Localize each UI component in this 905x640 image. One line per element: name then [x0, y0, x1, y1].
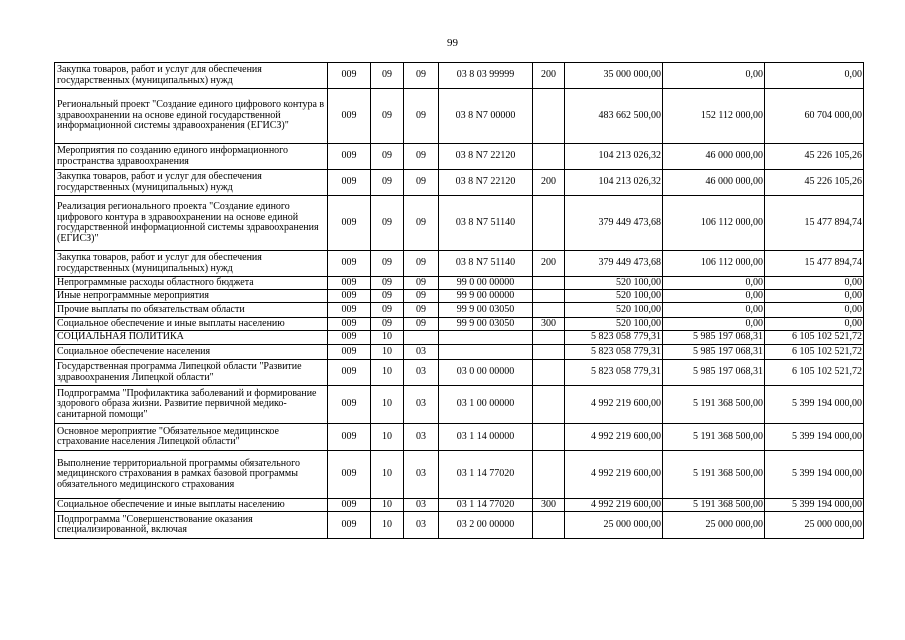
row-name: Закупка товаров, работ и услуг для обеспечения государственных (муниципальных) нужд [55, 63, 328, 89]
ved-code: 009 [328, 89, 371, 144]
expense-type [533, 331, 565, 345]
table-row [55, 386, 864, 424]
subsection-code: 09 [404, 89, 439, 144]
budget-table [54, 62, 864, 539]
amount-2020: 0,00 [663, 63, 765, 89]
subsection-code: 03 [404, 424, 439, 451]
subsection-code: 09 [404, 170, 439, 196]
amount-2020: 0,00 [663, 303, 765, 318]
ved-code: 009 [328, 331, 371, 345]
amount-2021: 6 105 102 521,72 [765, 331, 864, 345]
row-name: Закупка товаров, работ и услуг для обеспечения государственных (муниципальных) нужд [55, 170, 328, 196]
row-name: Социальное обеспечение населения [55, 345, 328, 360]
amount-2020: 152 112 000,00 [663, 89, 765, 144]
table-row [55, 170, 864, 196]
amount-2019: 520 100,00 [565, 277, 663, 290]
section-code: 10 [371, 512, 404, 539]
expense-type [533, 360, 565, 386]
target-article [439, 331, 533, 345]
expense-type [533, 277, 565, 290]
expense-type [533, 451, 565, 499]
subsection-code: 03 [404, 386, 439, 424]
amount-2021: 0,00 [765, 318, 864, 331]
table-row [55, 303, 864, 318]
target-article [439, 345, 533, 360]
amount-2020: 46 000 000,00 [663, 170, 765, 196]
amount-2021: 5 399 194 000,00 [765, 424, 864, 451]
amount-2021: 45 226 105,26 [765, 170, 864, 196]
ved-code: 009 [328, 345, 371, 360]
expense-type [533, 345, 565, 360]
subsection-code: 03 [404, 360, 439, 386]
table-row [55, 318, 864, 331]
row-name: Подпрограмма "Профилактика заболеваний и формирование здорового образа жизни. Развитие первичной медико-санитарной помощи" [55, 386, 328, 424]
subsection-code: 09 [404, 196, 439, 251]
table-row [55, 424, 864, 451]
target-article: 99 9 00 00000 [439, 290, 533, 303]
amount-2019: 4 992 219 600,00 [565, 386, 663, 424]
expense-type: 300 [533, 499, 565, 512]
ved-code: 009 [328, 318, 371, 331]
target-article: 03 8 N7 00000 [439, 89, 533, 144]
target-article: 03 8 03 99999 [439, 63, 533, 89]
expense-type: 200 [533, 170, 565, 196]
table-body [55, 63, 864, 539]
section-code: 10 [371, 345, 404, 360]
ved-code: 009 [328, 277, 371, 290]
row-name: Социальное обеспечение и иные выплаты населению [55, 318, 328, 331]
amount-2019: 483 662 500,00 [565, 89, 663, 144]
ved-code: 009 [328, 303, 371, 318]
table-row [55, 290, 864, 303]
target-article: 99 9 00 03050 [439, 303, 533, 318]
section-code: 10 [371, 386, 404, 424]
amount-2020: 5 191 368 500,00 [663, 451, 765, 499]
table-row [55, 331, 864, 345]
expense-type [533, 386, 565, 424]
amount-2019: 104 213 026,32 [565, 170, 663, 196]
row-name: СОЦИАЛЬНАЯ ПОЛИТИКА [55, 331, 328, 345]
ved-code: 009 [328, 251, 371, 277]
table-row [55, 63, 864, 89]
subsection-code [404, 331, 439, 345]
ved-code: 009 [328, 424, 371, 451]
section-code: 10 [371, 424, 404, 451]
amount-2019: 520 100,00 [565, 303, 663, 318]
table-row [55, 277, 864, 290]
amount-2019: 4 992 219 600,00 [565, 451, 663, 499]
amount-2020: 0,00 [663, 290, 765, 303]
target-article: 03 1 00 00000 [439, 386, 533, 424]
amount-2020: 46 000 000,00 [663, 144, 765, 170]
subsection-code: 09 [404, 277, 439, 290]
amount-2021: 5 399 194 000,00 [765, 499, 864, 512]
section-code: 10 [371, 451, 404, 499]
amount-2020: 0,00 [663, 318, 765, 331]
section-code: 09 [371, 196, 404, 251]
subsection-code: 09 [404, 251, 439, 277]
amount-2019: 5 823 058 779,31 [565, 345, 663, 360]
amount-2021: 0,00 [765, 290, 864, 303]
amount-2021: 0,00 [765, 303, 864, 318]
section-code: 09 [371, 318, 404, 331]
row-name: Мероприятия по созданию единого информационного пространства здравоохранения [55, 144, 328, 170]
amount-2019: 520 100,00 [565, 318, 663, 331]
ved-code: 009 [328, 63, 371, 89]
subsection-code: 09 [404, 144, 439, 170]
section-code: 09 [371, 144, 404, 170]
amount-2021: 15 477 894,74 [765, 196, 864, 251]
table-row [55, 196, 864, 251]
amount-2019: 5 823 058 779,31 [565, 360, 663, 386]
amount-2021: 60 704 000,00 [765, 89, 864, 144]
amount-2021: 25 000 000,00 [765, 512, 864, 539]
amount-2020: 5 191 368 500,00 [663, 499, 765, 512]
table-row [55, 144, 864, 170]
amount-2021: 0,00 [765, 277, 864, 290]
row-name: Выполнение территориальной программы обязательного медицинского страхования в рамках базовой программы обязательного медицинского страхования [55, 451, 328, 499]
amount-2019: 5 823 058 779,31 [565, 331, 663, 345]
row-name: Реализация регионального проекта "Создание единого цифрового контура в здравоохранении на основе единой государственной информационной системы здравоохранения (ЕГИСЗ)" [55, 196, 328, 251]
subsection-code: 09 [404, 290, 439, 303]
row-name: Основное мероприятие "Обязательное медицинское страхование населения Липецкой области" [55, 424, 328, 451]
amount-2020: 5 985 197 068,31 [663, 345, 765, 360]
amount-2021: 45 226 105,26 [765, 144, 864, 170]
table-row [55, 499, 864, 512]
amount-2020: 5 191 368 500,00 [663, 386, 765, 424]
expense-type [533, 290, 565, 303]
amount-2019: 25 000 000,00 [565, 512, 663, 539]
section-code: 10 [371, 331, 404, 345]
section-code: 10 [371, 360, 404, 386]
section-code: 09 [371, 89, 404, 144]
target-article: 03 0 00 00000 [439, 360, 533, 386]
subsection-code: 09 [404, 63, 439, 89]
amount-2020: 5 191 368 500,00 [663, 424, 765, 451]
amount-2020: 5 985 197 068,31 [663, 331, 765, 345]
expense-type: 200 [533, 63, 565, 89]
amount-2021: 5 399 194 000,00 [765, 451, 864, 499]
amount-2021: 6 105 102 521,72 [765, 345, 864, 360]
row-name: Государственная программа Липецкой области "Развитие здравоохранения Липецкой области" [55, 360, 328, 386]
target-article: 03 8 N7 51140 [439, 196, 533, 251]
expense-type [533, 424, 565, 451]
table-row [55, 89, 864, 144]
table-row [55, 360, 864, 386]
table-row [55, 512, 864, 539]
amount-2020: 0,00 [663, 277, 765, 290]
ved-code: 009 [328, 499, 371, 512]
ved-code: 009 [328, 170, 371, 196]
target-article: 03 2 00 00000 [439, 512, 533, 539]
ved-code: 009 [328, 451, 371, 499]
ved-code: 009 [328, 196, 371, 251]
row-name: Социальное обеспечение и иные выплаты населению [55, 499, 328, 512]
target-article: 03 8 N7 51140 [439, 251, 533, 277]
row-name: Региональный проект "Создание единого цифрового контура в здравоохранении на основе единой государственной информационной системы здравоохранения (ЕГИСЗ)" [55, 89, 328, 144]
section-code: 09 [371, 290, 404, 303]
amount-2019: 520 100,00 [565, 290, 663, 303]
target-article: 03 8 N7 22120 [439, 170, 533, 196]
subsection-code: 03 [404, 512, 439, 539]
target-article: 03 1 14 77020 [439, 499, 533, 512]
row-name: Иные непрограммные мероприятия [55, 290, 328, 303]
target-article: 99 9 00 03050 [439, 318, 533, 331]
expense-type: 200 [533, 251, 565, 277]
section-code: 09 [371, 251, 404, 277]
row-name: Закупка товаров, работ и услуг для обеспечения государственных (муниципальных) нужд [55, 251, 328, 277]
target-article: 99 0 00 00000 [439, 277, 533, 290]
amount-2020: 106 112 000,00 [663, 251, 765, 277]
table-row [55, 451, 864, 499]
target-article: 03 1 14 00000 [439, 424, 533, 451]
amount-2021: 6 105 102 521,72 [765, 360, 864, 386]
amount-2020: 106 112 000,00 [663, 196, 765, 251]
amount-2019: 4 992 219 600,00 [565, 499, 663, 512]
subsection-code: 03 [404, 499, 439, 512]
table-row [55, 251, 864, 277]
amount-2019: 379 449 473,68 [565, 251, 663, 277]
amount-2021: 0,00 [765, 63, 864, 89]
subsection-code: 03 [404, 451, 439, 499]
subsection-code: 09 [404, 318, 439, 331]
expense-type [533, 512, 565, 539]
amount-2021: 15 477 894,74 [765, 251, 864, 277]
expense-type [533, 303, 565, 318]
ved-code: 009 [328, 290, 371, 303]
row-name: Непрограммные расходы областного бюджета [55, 277, 328, 290]
section-code: 09 [371, 303, 404, 318]
ved-code: 009 [328, 360, 371, 386]
amount-2019: 4 992 219 600,00 [565, 424, 663, 451]
ved-code: 009 [328, 386, 371, 424]
amount-2019: 379 449 473,68 [565, 196, 663, 251]
section-code: 09 [371, 170, 404, 196]
expense-type [533, 89, 565, 144]
table-row [55, 345, 864, 360]
amount-2019: 35 000 000,00 [565, 63, 663, 89]
target-article: 03 1 14 77020 [439, 451, 533, 499]
amount-2020: 25 000 000,00 [663, 512, 765, 539]
subsection-code: 09 [404, 303, 439, 318]
ved-code: 009 [328, 144, 371, 170]
amount-2021: 5 399 194 000,00 [765, 386, 864, 424]
section-code: 09 [371, 277, 404, 290]
row-name: Прочие выплаты по обязательствам области [55, 303, 328, 318]
amount-2020: 5 985 197 068,31 [663, 360, 765, 386]
expense-type [533, 144, 565, 170]
row-name: Подпрограмма "Совершенствование оказания специализированной, включая [55, 512, 328, 539]
subsection-code: 03 [404, 345, 439, 360]
section-code: 10 [371, 499, 404, 512]
ved-code: 009 [328, 512, 371, 539]
target-article: 03 8 N7 22120 [439, 144, 533, 170]
expense-type: 300 [533, 318, 565, 331]
page-number: 99 [447, 37, 458, 49]
expense-type [533, 196, 565, 251]
amount-2019: 104 213 026,32 [565, 144, 663, 170]
section-code: 09 [371, 63, 404, 89]
